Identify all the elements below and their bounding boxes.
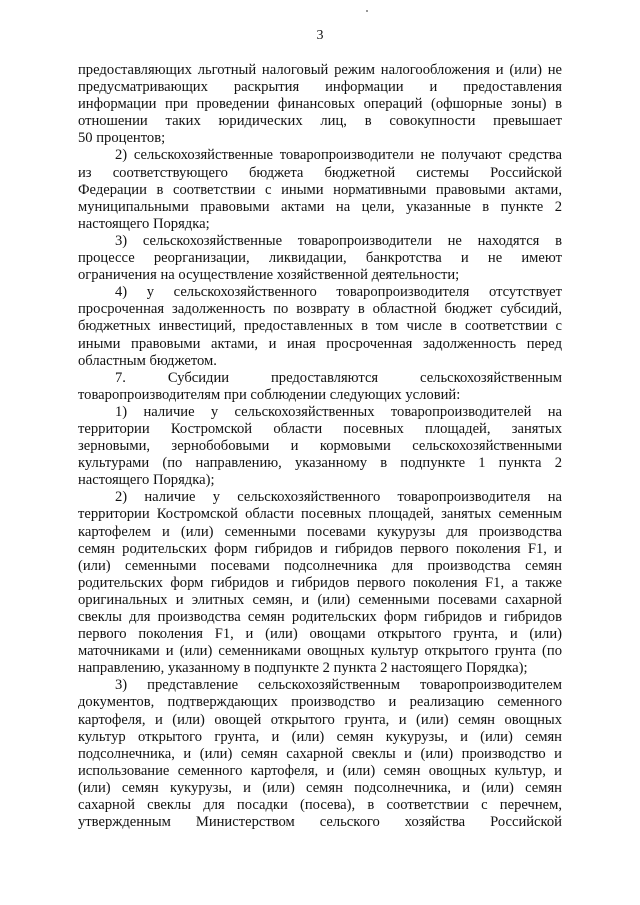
text-line: Федерации в соответствии с иными нормативными правовыми актами, xyxy=(78,181,562,198)
text-line: культурами (по направлению, указанному в подпункте 1 пункта 2 xyxy=(78,455,562,472)
text-line: областным бюджетом. xyxy=(78,352,217,369)
text-line: направлению, указанному в подпункте 2 пункта 2 настоящего Порядка); xyxy=(78,660,528,677)
text-line: культур открытого грунта, и (или) семян кукурузы, и (или) семян xyxy=(78,728,562,745)
text-line: 3) сельскохозяйственные товаропроизводители не находятся в xyxy=(115,232,562,249)
text-line: зерновыми, зернобобовыми и кормовыми сельскохозяйственными xyxy=(78,438,562,455)
text-line: территории Костромской области посевных площадей, занятых xyxy=(78,420,562,437)
text-line: ограничения на осуществление хозяйственной деятельности; xyxy=(78,267,460,284)
text-line: просроченная задолженность по возврату в областной бюджет субсидий, xyxy=(78,301,562,318)
text-line: бюджетных инвестиций, предоставленных в том числе в соответствии с xyxy=(78,318,562,335)
text-line: документов, подтверждающих производство и реализацию семенного xyxy=(78,694,562,711)
text-line: свеклы для производства семян родительских форм гибридов и гибридов xyxy=(78,609,562,625)
text-line: сахарной свеклы для посадки (посева), в соответствии с перечнем, xyxy=(78,797,562,814)
text-line: процессе реорганизации, ликвидации, банкротства и не имеют xyxy=(78,250,562,267)
text-line: информации при проведении финансовых операций (офшорные зоны) в xyxy=(78,96,562,113)
text-line: 50 процентов; xyxy=(78,130,166,147)
text-line: иными правовыми актами, и иная просроченная задолженность перед xyxy=(78,335,562,352)
scan-speck xyxy=(366,10,368,12)
text-line: отношении таких юридических лиц, в совокупности превышает xyxy=(78,113,562,130)
text-line: картофелем и (или) семенными посевами кукурузы для производства xyxy=(78,523,562,540)
text-line: подсолнечника, и (или) семян сахарной свеклы и (или) производство и xyxy=(78,745,562,762)
text-line: 7. Субсидии предоставляются сельскохозяйственным xyxy=(115,369,562,386)
text-line: родительских форм гибридов и гибридов первого поколения F1, а также xyxy=(78,574,562,591)
text-line: (или) семян кукурузы, и (или) семян подсолнечника, и (или) семян xyxy=(78,779,562,796)
document-body xyxy=(78,62,562,831)
text-line: 3) представление сельскохозяйственным товаропроизводителем xyxy=(115,677,562,694)
text-line: предоставляющих льготный налоговый режим налогообложения и (или) не xyxy=(78,62,562,78)
text-line: оригинальных и элитных семян, и (или) семенными посевами сахарной xyxy=(78,591,562,608)
text-line: 2) наличие у сельскохозяйственного товаропроизводителя на xyxy=(115,489,562,506)
text-line: из соответствующего бюджета бюджетной системы Российской xyxy=(78,164,562,181)
text-line: 4) у сельскохозяйственного товаропроизводителя отсутствует xyxy=(115,284,562,301)
text-line: картофеля, и (или) овощей открытого грунта, и (или) семян овощных xyxy=(78,711,562,728)
text-line: настоящего Порядка; xyxy=(78,215,210,232)
text-line: 2) сельскохозяйственные товаропроизводители не получают средства xyxy=(115,147,562,164)
text-line: муниципальными правовыми актами на цели, указанные в пункте 2 xyxy=(78,198,562,215)
text-line: настоящего Порядка); xyxy=(78,472,215,489)
text-line: утвержденным Министерством сельского хозяйства Российской xyxy=(78,814,562,831)
text-line: первого поколения F1, и (или) овощами открытого грунта, и (или) xyxy=(78,626,562,643)
text-line: использование семенного картофеля, и (или) семян овощных культур, и xyxy=(78,762,562,779)
text-line: (или) семенными посевами подсолнечника для производства семян xyxy=(78,557,562,574)
text-line: товаропроизводителям при соблюдении следующих условий: xyxy=(78,386,461,403)
text-line: предусматривающих раскрытия информации и предоставления xyxy=(78,79,562,96)
page-number: 3 xyxy=(316,28,324,43)
text-line: семян родительских форм гибридов и гибридов первого поколения F1, и xyxy=(78,540,562,557)
text-line: маточниками и (или) семенниками овощных культур открытого грунта (по xyxy=(78,643,562,660)
text-line: территории Костромской области посевных площадей, занятых семенным xyxy=(78,506,562,523)
text-line: 1) наличие у сельскохозяйственных товаропроизводителей на xyxy=(115,403,562,420)
